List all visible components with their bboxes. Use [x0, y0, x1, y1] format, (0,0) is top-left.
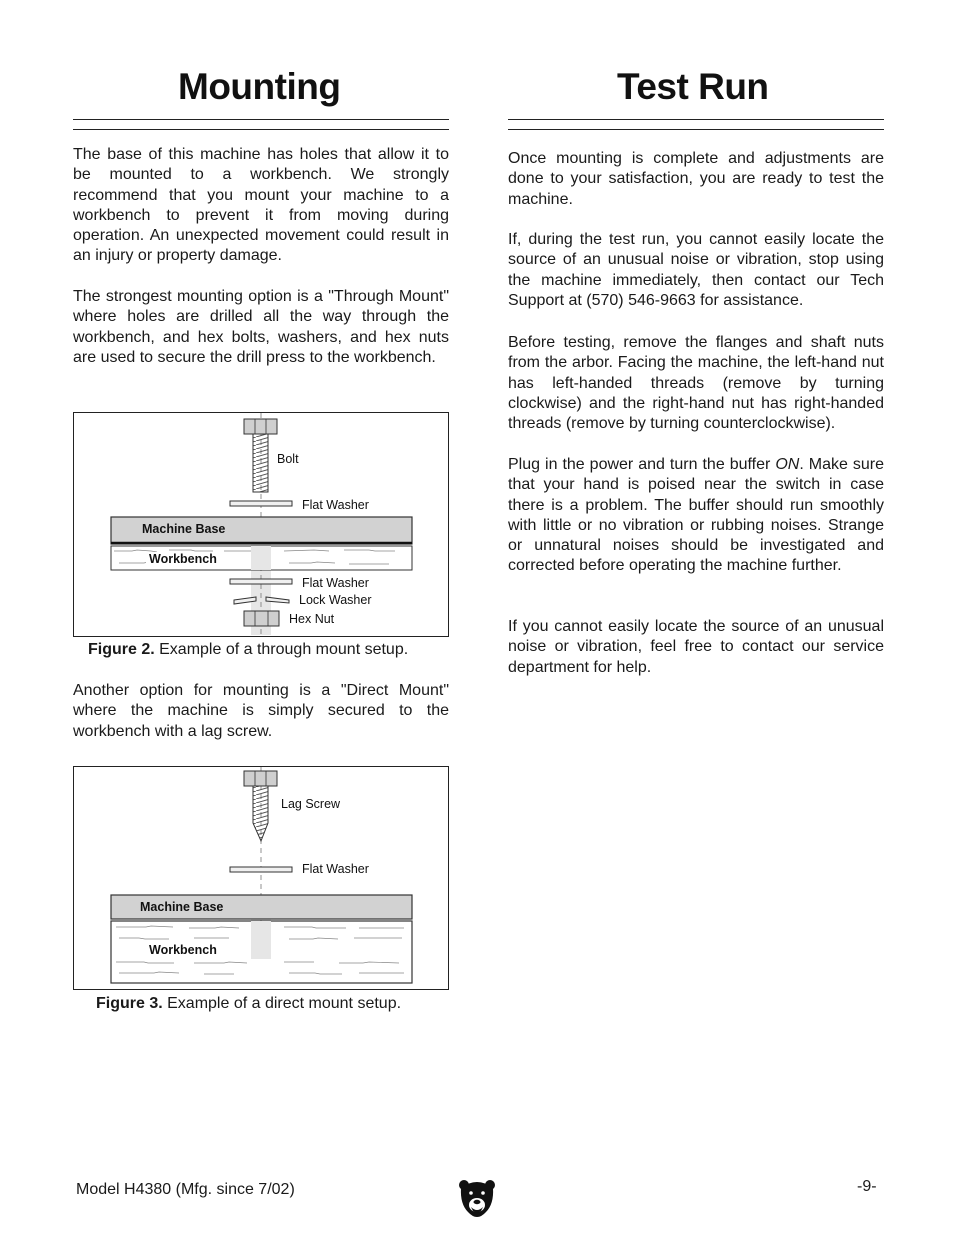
lag-screw-icon: [244, 771, 277, 841]
footer-model: Model H4380 (Mfg. since 7/02): [76, 1181, 295, 1198]
title-rule-top: [73, 119, 449, 120]
flat-washer-top-icon: [230, 501, 292, 506]
title-rule-bottom-right: [508, 129, 884, 130]
machine-base-label: Machine Base: [140, 900, 224, 914]
mounting-title: Mounting: [178, 66, 341, 107]
title-rule-top-right: [508, 119, 884, 120]
figure-2-caption: [88, 640, 408, 660]
lock-washer-label: Lock Washer: [299, 593, 372, 607]
mounting-paragraph-3: Another option for mounting is a "Direct Mount" where the machine is simply secured to the workbench with a lag screw.: [73, 682, 449, 740]
workbench-label: Workbench: [149, 552, 217, 566]
bolt-label: Bolt: [277, 452, 299, 466]
mounting-paragraph-1: The base of this machine has holes that allow it to be mounted to a workbench. We strongly recommend that you mount your machine to a workbench to prevent it from moving during operation. An unexpected movement could result in an injury or property damage.: [73, 146, 449, 265]
bolt-icon: [244, 419, 277, 492]
test-run-paragraph-1: Once mounting is complete and adjustments are done to your satisfaction, you are ready to test the machine.: [508, 150, 884, 208]
title-rule-bottom: [73, 129, 449, 130]
through-mount-diagram: [74, 413, 447, 635]
figure-3-direct-mount: [73, 766, 449, 990]
direct-mount-diagram: [74, 767, 447, 988]
hex-nut-label: Hex Nut: [289, 612, 335, 626]
figure-2-caption-label: Figure 2.: [88, 641, 155, 658]
figure-2-caption-text: Example of a through mount setup.: [154, 641, 409, 658]
mounting-paragraph-2: The strongest mounting option is a "Through Mount" where holes are drilled all the way through the workbench, and hex bolts, washers, and hex nuts are used to secure the drill press to the workbench.: [73, 288, 449, 366]
figure-3-caption-text: Example of a direct mount setup.: [162, 995, 402, 1012]
flat-washer-label: Flat Washer: [302, 862, 369, 876]
test-run-paragraph-4-end: . Make sure that your hand is poised near the switch in case there is a problem. The buffer should run smoothly with little or no vibration or rubbing noises. Strange or unnatural noises should be investigated and corrected before operating the machine further.: [508, 456, 884, 575]
flat-washer-bottom-label: Flat Washer: [302, 576, 369, 590]
test-run-title: Test Run: [617, 66, 769, 107]
flat-washer-bottom-icon: [230, 579, 292, 584]
flat-washer-top-label: Flat Washer: [302, 498, 369, 512]
lag-screw-label: Lag Screw: [281, 797, 341, 811]
flat-washer-icon: [230, 867, 292, 872]
test-run-paragraph-2: If, during the test run, you cannot easily locate the source of an unusual noise or vibration, stop using the machine immediately, then contact our Tech Support at (570) 546-9663 for assistance.: [508, 231, 884, 309]
test-run-paragraph-5: If you cannot easily locate the source of an unusual noise or vibration, feel free to contact our service department for help.: [508, 618, 884, 676]
figure-2-through-mount: [73, 412, 449, 637]
figure-3-caption: [96, 994, 401, 1014]
footer-page-number: -9-: [857, 1178, 877, 1195]
workbench-label: Workbench: [149, 943, 217, 957]
hex-nut-icon: [244, 611, 279, 626]
test-run-paragraph-3: Before testing, remove the flanges and shaft nuts from the arbor. Facing the machine, the left-hand nut has left-handed threads (remove by turning clockwise) and the right-hand nut has right-handed threads (remove by turning counterclockwise).: [508, 334, 884, 433]
figure-3-caption-label: Figure 3.: [96, 995, 163, 1012]
test-run-paragraph-4: [508, 455, 884, 577]
bear-head-logo-icon: [458, 1178, 496, 1222]
test-run-paragraph-4-start: Plug in the power and turn the buffer: [508, 456, 776, 473]
on-emphasis: ON: [775, 456, 800, 473]
machine-base-label: Machine Base: [142, 522, 226, 536]
